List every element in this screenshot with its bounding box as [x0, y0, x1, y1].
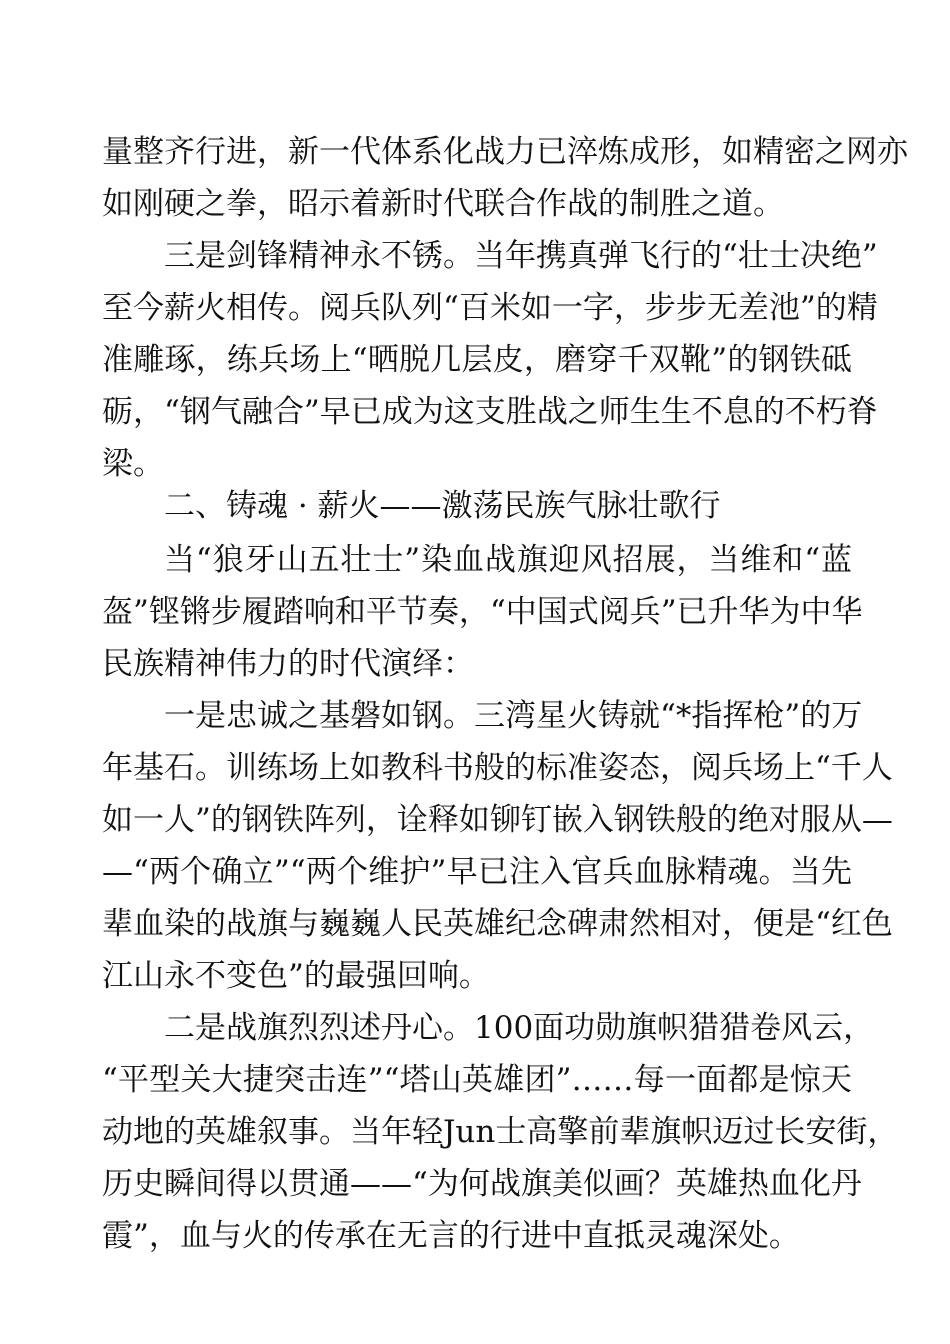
text-line: 至今薪火相传。阅兵队列“百米如一字，步步无差池”的精: [102, 290, 878, 326]
paragraph-start-line: 二是战旗烈烈述丹心。100面功勋旗帜猎猎卷风云，: [164, 1010, 875, 1046]
text-line: “平型关大捷突击连”“塔山英雄团”……每一面都是惊天: [102, 1062, 852, 1098]
text-line: 量整齐行进，新一代体系化战力已淬炼成形，如精密之网亦: [102, 134, 908, 170]
text-line: —“两个确立”“两个维护”早已注入官兵血脉精魂。当先: [102, 854, 852, 890]
paragraph-start-line: 当“狼牙山五壮士”染血战旗迎风招展，当维和“蓝: [164, 542, 852, 578]
text-line: 盔”铿锵步履踏响和平节奏，“中国式阅兵”已升华为中华: [102, 594, 863, 630]
text-line: 霞”，血与火的传承在无言的行进中直抵灵魂深处。: [102, 1218, 800, 1254]
text-line: 砺，“钢气融合”早已成为这支胜战之师生生不息的不朽脊: [102, 394, 878, 430]
text-line: 年基石。训练场上如教科书般的标准姿态，阅兵场上“千人: [102, 750, 893, 786]
text-line: 如一人”的钢铁阵列，诠释如铆钉嵌入钢铁般的绝对服从—: [102, 802, 893, 838]
text-line: 江山永不变色”的最强回响。: [102, 958, 490, 994]
text-line: 动地的英雄叙事。当年轻Jun士高擎前辈旗帜迈过长安街，: [102, 1114, 899, 1150]
text-line: 历史瞬间得以贯通——“为何战旗美似画？英雄热血化丹: [102, 1166, 862, 1202]
section-heading: 二、铸魂 · 薪火——激荡民族气脉壮歌行: [164, 488, 721, 524]
text-line: 民族精神伟力的时代演绎：: [102, 646, 474, 682]
text-line: 梁。: [102, 446, 164, 482]
text-line: 辈血染的战旗与巍巍人民英雄纪念碑肃然相对，便是“红色: [102, 906, 893, 942]
text-line: 准雕琢，练兵场上“晒脱几层皮，磨穿千双靴”的钢铁砥: [102, 342, 852, 378]
paragraph-start-line: 一是忠诚之基磐如钢。三湾星火铸就“*指挥枪”的万: [164, 698, 863, 734]
text-line: 如刚硬之拳，昭示着新时代联合作战的制胜之道。: [102, 186, 784, 222]
paragraph-start-line: 三是剑锋精神永不锈。当年携真弹飞行的“壮士决绝”: [164, 238, 878, 274]
